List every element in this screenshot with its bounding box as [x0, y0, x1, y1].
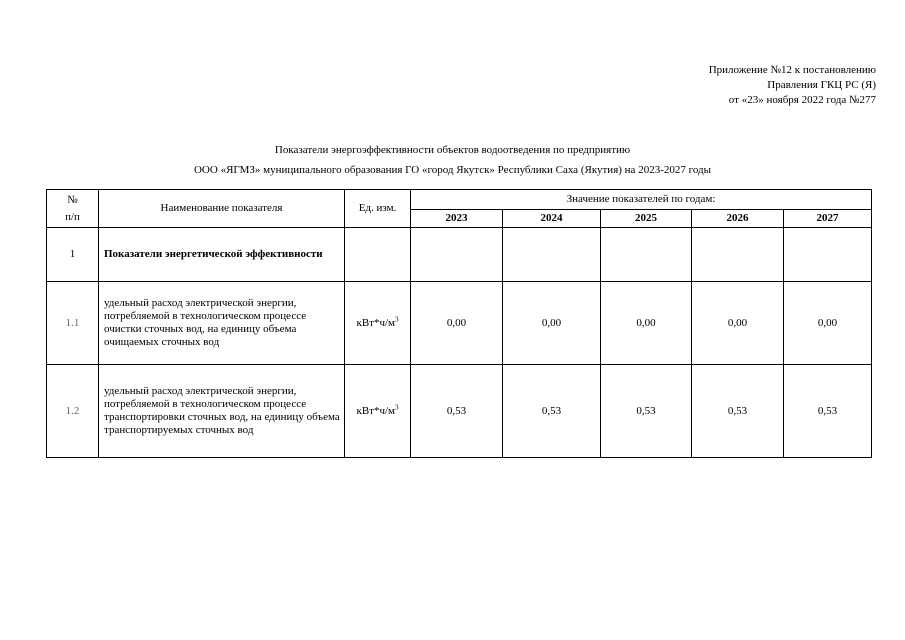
row-unit: [345, 282, 411, 365]
header-unit: Ед. изм.: [345, 190, 411, 228]
header-year-2024: 2024: [503, 210, 601, 228]
indicators-table: [46, 189, 872, 458]
row-number: 1.1: [47, 282, 99, 365]
row-value-2026: 0,00: [692, 282, 784, 365]
row-value-2025: [601, 228, 692, 282]
table-row: [47, 365, 872, 458]
row-value-2023: 0,53: [411, 365, 503, 458]
row-value-2025: 0,00: [601, 282, 692, 365]
header-year-2023: 2023: [411, 210, 503, 228]
header-values-group: Значение показателей по годам:: [411, 190, 872, 210]
row-value-2023: [411, 228, 503, 282]
row-value-2026: 0,53: [692, 365, 784, 458]
row-value-2027: 0,53: [784, 365, 872, 458]
row-number: 1: [47, 228, 99, 282]
approval-line-2: Правления ГКЦ РС (Я): [767, 79, 876, 91]
header-year-2025: 2025: [601, 210, 692, 228]
approval-line-1: Приложение №12 к постановлению: [708, 64, 876, 76]
row-value-2027: 0,00: [784, 282, 872, 365]
title-line-1: Показатели энергоэффективности объектов водоотведения по предприятию: [274, 144, 631, 156]
row-value-2026: [692, 228, 784, 282]
header-year-2027: 2027: [784, 210, 872, 228]
row-value-2024: 0,00: [503, 282, 601, 365]
header-number-top: №: [67, 193, 78, 206]
row-value-2027: [784, 228, 872, 282]
row-indicator-name: Показатели энергетической эффективности: [99, 228, 345, 282]
row-unit: [345, 228, 411, 282]
row-indicator-name: удельный расход электрической энергии, потребляемой в технологическом процессе транспортировки сточных вод, на единицу объема транспортируемых сточных вод: [99, 365, 345, 458]
header-number: [47, 190, 99, 228]
unit-superscript: 3: [395, 402, 399, 411]
row-number: 1.2: [47, 365, 99, 458]
approval-block: [709, 63, 876, 108]
title-line-2: ООО «ЯГМЗ» муниципального образования ГО «город Якутск» Республики Саха (Якутия) на 2023-2027 годы: [193, 164, 712, 176]
document-title: [0, 140, 905, 180]
header-indicator-name: Наименование показателя: [99, 190, 345, 228]
unit-base: кВт*ч/м: [356, 316, 396, 329]
row-value-2024: [503, 228, 601, 282]
unit-superscript: 3: [395, 314, 399, 323]
row-indicator-name: удельный расход электрической энергии, потребляемой в технологическом процессе очистки сточных вод, на единицу объема очищаемых сточных вод: [99, 282, 345, 365]
row-value-2024: 0,53: [503, 365, 601, 458]
row-value-2025: 0,53: [601, 365, 692, 458]
row-unit: [345, 365, 411, 458]
row-value-2023: 0,00: [411, 282, 503, 365]
header-year-2026: 2026: [692, 210, 784, 228]
table-row: [47, 228, 872, 282]
header-number-bottom: п/п: [65, 210, 80, 223]
table-row: [47, 282, 872, 365]
unit-base: кВт*ч/м: [356, 404, 396, 417]
approval-line-3: от «23» ноября 2022 года №277: [728, 94, 876, 106]
